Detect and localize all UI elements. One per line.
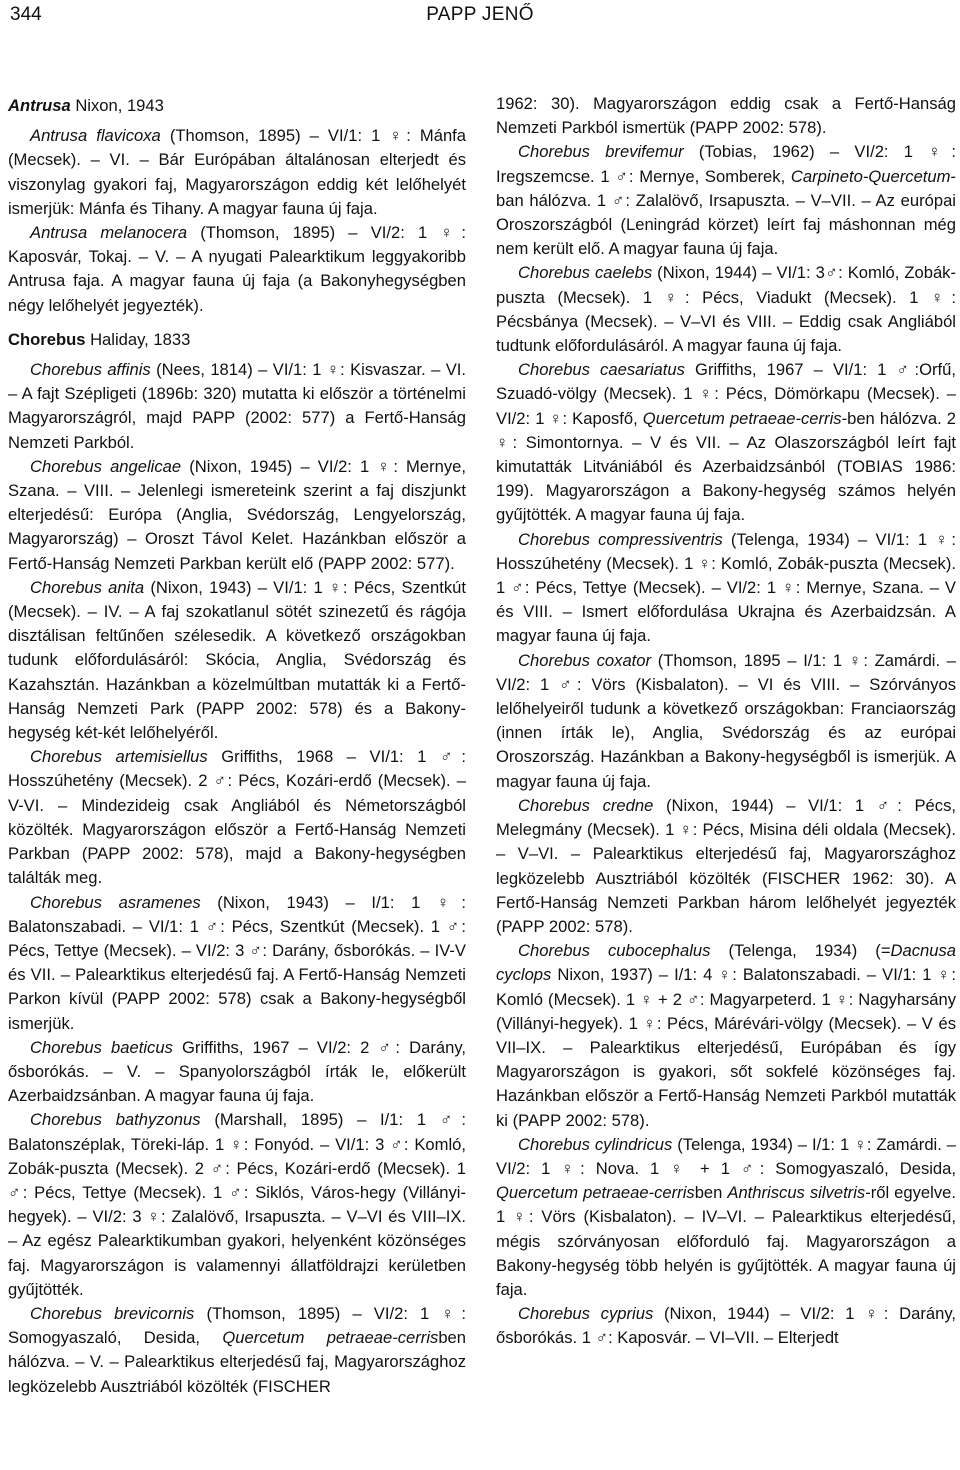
page-number: 344 xyxy=(10,4,42,25)
species-paragraph xyxy=(496,1302,956,1350)
taxon-name: Chorebus caesariatus xyxy=(518,360,685,380)
text-run: (Thomson, 1895) – VI/2: 1 ♀: Somogyaszaló, Desida, xyxy=(8,1303,466,1348)
taxon-name: Chorebus brevicornis xyxy=(30,1303,195,1323)
taxon-name: Antrusa xyxy=(8,96,71,115)
right-column xyxy=(496,92,956,1351)
text-run: 1962: 30). Magyarországon eddig csak a Fertő-Hanság Nemzeti Parkból ismertük (PAPP 2002: 578). xyxy=(496,94,956,138)
text-run: Griffiths, 1967 – VI/1: 1 ♂:Orfű, Szuadó-völgy (Mecsek). 1 ♀: Pécs, Dömörkapu (Mecsek). – VI/2: 1 ♀: Kaposfő, xyxy=(496,360,956,428)
text-run: (Nees, 1814) – VI/1: 1 ♀: Kisvaszar. – VI. – A fajt Szépligeti (1896b: 320) mutatta ki először a történelmi Magyarországról, majd PAPP (2002: 577) a Fertő-Hanság Nemzeti Parkból. xyxy=(8,360,466,452)
text-run: (Nixon, 1943) – I/1: 1 ♀: Balatonszabadi. – VI/1: 1 ♂: Pécs, Szentkút (Mecsek). 1 ♂: Pécs, Tettye (Mecsek). – VI/2: 3 ♂: Darány, ősborókás. – IV-V és VII. – Palearktikus elterjedésű faj. A Fertő-Hanság Nemzeti Parkon kívül (PAPP 2002: 578) csak a Bakony-hegységből ismerjük. xyxy=(8,892,466,1033)
running-head: PAPP JENŐ xyxy=(426,4,534,25)
text-run: -ban hálózva. 1 ♂: Zalalövő, Irsapuszta. – V–VII. – Az európai Oroszországból (Leningrád körzet) leírt faj máshonnan még nem került elő. A magyar fauna új faja. xyxy=(496,166,956,259)
species-paragraph xyxy=(8,1036,466,1109)
taxon-name: Chorebus cylindricus xyxy=(518,1134,673,1154)
left-column xyxy=(8,92,466,1399)
text-run: -ben hálózva. 2 ♀: Simontornya. – V és VII. – Az Olaszországból leírt fajt kimutatták Litvániából és Azerbaidzsánból (TOBIAS 1986: 199). Magyarországon a Bakony-hegység számos helyén gyűjtötték. A magyar fauna új faja. xyxy=(496,408,956,525)
text-run: (Nixon, 1945) – VI/2: 1 ♀: Mernye, Szana. – VIII. – Jelenlegi ismereteink szerint a faj diszjunkt elterjedésű: Európa (Anglia, Svédország, Lengyelország, Magyarország) – Oroszt Távol Kelet. Hazánkban először a Fertő-Hanság Nemzeti Parkban került elő (PAPP 2002: 577). xyxy=(8,456,466,573)
text-run: (Telenga, 1934) – VI/1: 1 ♀: Hosszúhetény (Mecsek). 1 ♀: Komló, Zobák-puszta (Mecsek). 1 ♂: Pécs, Tettye (Mecsek). – VI/2: 1 ♀: Mernye, Szana. – V és VIII. – Ismert előfordulása Ukrajna és Azerbaidzsán. A magyar fauna új faja. xyxy=(496,529,956,646)
species-paragraph xyxy=(496,140,956,261)
text-run: ben hálózva. – V. – Palearktikus elterjedésű faj, Magyarországhoz legközelebb Ausztriából közölték (FISCHER xyxy=(8,1328,466,1396)
species-paragraph xyxy=(8,745,466,890)
genus-heading xyxy=(8,94,466,118)
text-run: (Nixon, 1943) – VI/1: 1 ♀: Pécs, Szentkút (Mecsek). – IV. – A faj szokatlanul sötét szinezetű és rágója disztálisan feltűnően szélesedik. A következő országokban tudunk előfordulásáról: Skócia, Anglia, Svédország és Kazahsztán. Hazánkban a közelmúltban mutatták ki a Fertő-Hanság Nemzeti Park (PAPP 2002: 578) és a Bakony-hegység két-két lelőhelyéről. xyxy=(8,577,467,743)
taxon-name: Chorebus coxator xyxy=(518,650,652,670)
text-run: (Nixon, 1944) – VI/1: 1 ♂: Pécs, Melegmány (Mecsek). 1 ♀: Pécs, Misina déli oldala (Mecsek). – V–VI. – Palearktikus elterjedésű faj, Magyarországhoz legközelebb Ausztriából közölték (FISCHER 1962: 30). A Fertő-Hanság Nemzeti Parkban három lelőhelyét jegyezték (PAPP 2002: 578). xyxy=(496,795,956,936)
text-run: (Telenga, 1934) – I/1: 1 ♀: Zamárdi. – VI/2: 1 ♀: Nova. 1 ♀ + 1 ♂: Somogyaszaló, Desida, xyxy=(496,1134,956,1178)
taxon-name: Chorebus cubocephalus xyxy=(518,941,711,961)
species-paragraph xyxy=(496,92,956,140)
text-run: (Tobias, 1962) – VI/2: 1 ♀: Iregszemcse. 1 ♂: Mernye, Somberek, xyxy=(496,142,956,186)
taxon-name: Chorebus brevifemur xyxy=(518,142,684,162)
species-paragraph xyxy=(8,124,466,221)
species-paragraph xyxy=(496,649,956,794)
taxon-name: Chorebus xyxy=(8,329,86,349)
taxon-name: Chorebus artemisiellus xyxy=(30,747,208,767)
taxon-name: Antrusa melanocera xyxy=(30,223,188,243)
species-paragraph xyxy=(496,528,956,649)
text-run: Haliday, 1833 xyxy=(85,329,191,349)
genus-heading xyxy=(8,328,466,352)
text-run: (Thomson, 1895) – VI/2: 1 ♀: Kaposvár, Tokaj. – V. – A nyugati Palearktikum leggyakoribb Antrusa faja. A magyar fauna új faja (a Bakonyhegységben négy lelőhelyét jegyezték). xyxy=(8,223,466,315)
species-paragraph xyxy=(8,221,466,318)
taxon-name: Chorebus anita xyxy=(30,577,145,597)
species-paragraph xyxy=(8,358,466,455)
text-run: (Thomson, 1895 – I/1: 1 ♀: Zamárdi. – VI/2: 1 ♂: Vörs (Kisbalaton). – VI és VIII. – Szórványos lelőhelyeiről tudunk a következő országokban: Franciaország (innen írták le), Anglia, Svédország és az európai Oroszország. Hazánkban a Bakony-hegységből is ismerjük. A magyar fauna új faja. xyxy=(496,650,956,791)
taxon-name: Quercetum petraeae-cerris xyxy=(642,408,842,428)
text-run: (Telenga, 1934) (= xyxy=(710,941,891,961)
taxon-name: Chorebus baeticus xyxy=(30,1037,173,1057)
species-paragraph xyxy=(496,939,956,1133)
text-run: Griffiths, 1968 – VI/1: 1 ♂: Hosszúhetény (Mecsek). 2 ♂: Pécs, Kozári-erdő (Mecsek). – V-VI. – Mindezideig csak Angliából és Németországból közölték. Magyarországon először a Fertő-Hanság Nemzeti Parkban (PAPP 2002: 578), majd a Bakony-hegységben találták meg. xyxy=(8,747,466,888)
taxon-name: Dacnusa cyclops xyxy=(496,941,957,985)
taxon-name: Antrusa flavicoxa xyxy=(30,126,161,146)
text-run: (Nixon, 1944) – VI/2: 1 ♀: Darány, ősborókás. 1 ♂: Kaposvár. – VI–VII. – Elterjedt xyxy=(496,1304,956,1348)
species-paragraph xyxy=(8,1302,466,1399)
text-run: (Nixon, 1944) – VI/1: 3♂: Komló, Zobák-puszta (Mecsek). 1 ♀: Pécs, Viadukt (Mecsek). 1 ♀: Pécsbánya (Mecsek). – V–VI és VIII. – Eddig csak Angliából tudtunk előfordulásáról. A magyar fauna új faja. xyxy=(496,263,957,356)
taxon-name: Chorebus compressiventris xyxy=(518,529,723,549)
taxon-name: Anthriscus silvetris xyxy=(727,1183,866,1203)
text-run: ben xyxy=(694,1183,728,1203)
taxon-name: Chorebus asramenes xyxy=(30,892,201,912)
species-paragraph xyxy=(496,261,956,358)
taxon-name: Chorebus bathyzonus xyxy=(30,1110,201,1130)
taxon-name: Chorebus affinis xyxy=(30,360,151,380)
taxon-name: Chorebus cyprius xyxy=(518,1304,654,1324)
taxon-name: Chorebus angelicae xyxy=(30,456,182,476)
taxon-name: Quercetum petraeae-cerris xyxy=(222,1328,439,1348)
text-run: (Thomson, 1895) – VI/1: 1 ♀: Mánfa (Mecsek). – VI. – Bár Európában általánosan elterjedt és viszonylag gyakori faj, Magyarországon eddig két lelőhelyét ismerjük: Mánfa és Tihany. A magyar fauna új faja. xyxy=(8,126,467,218)
taxon-name: Quercetum petraeae-cerris xyxy=(496,1183,695,1203)
species-paragraph xyxy=(8,576,466,745)
taxon-name: Chorebus credne xyxy=(518,795,654,815)
species-paragraph xyxy=(8,455,466,576)
species-paragraph xyxy=(8,1108,466,1302)
taxon-name: Carpineto-Quercetum xyxy=(790,166,951,186)
text-run: Nixon, 1937) – I/1: 4 ♀: Balatonszabadi. – VI/1: 1 ♀: Komló (Mecsek). 1 ♀ + 2 ♂: Magyarpeterd. 1 ♀: Nagyharsány (Villányi-hegyek). 1 ♀: Pécs, Márévári-völgy (Mecsek). – V és VII–IX. – Palearktikus elterjedésű, Európában és így Magyarországon is gyakori, sőt sokfelé közönséges faj. Hazánkban először a Fertő-Hanság Nemzeti Parkból mutatták ki (PAPP 2002: 578). xyxy=(496,965,956,1130)
species-paragraph xyxy=(8,891,466,1036)
page-header xyxy=(0,0,960,40)
species-paragraph xyxy=(496,794,956,939)
species-paragraph xyxy=(496,358,956,527)
text-run: Nixon, 1943 xyxy=(70,96,164,115)
text-run: -ről egyelve. 1 ♀: Vörs (Kisbalaton). – IV–VI. – Palearktikus elterjedésű, mégis szórványosan előforduló faj. Magyarországon a Bakony-hegység több helyén is gyűjtötték. A magyar fauna új faja. xyxy=(496,1183,956,1299)
text-run: Griffiths, 1967 – VI/2: 2 ♂: Darány, ősborókás. – V. – Spanyolországból írták le, előkerült Azerbaidzsánban. A magyar fauna új faja. xyxy=(8,1037,467,1106)
species-paragraph xyxy=(496,1133,956,1302)
text-run: (Marshall, 1895) – I/1: 1 ♂: Balatonszéplak, Töreki-láp. 1 ♀: Fonyód. – VI/1: 3 ♂: Komló, Zobák-puszta (Mecsek). 2 ♂: Pécs, Kozári-erdő (Mecsek). 1 ♂: Pécs, Tettye (Mecsek). 1 ♂: Siklós, Város-hegy (Villányi-hegyek). – VI/2: 3 ♀: Zalalövő, Irsapuszta. – V–VI és VIII–IX. – Az egész Palearktikumban gyakori, helyenként közönséges faj. Magyarországon is valamennyi állatföldrajzi kerületben gyűjtötték. xyxy=(8,1110,467,1299)
taxon-name: Chorebus caelebs xyxy=(518,263,653,283)
